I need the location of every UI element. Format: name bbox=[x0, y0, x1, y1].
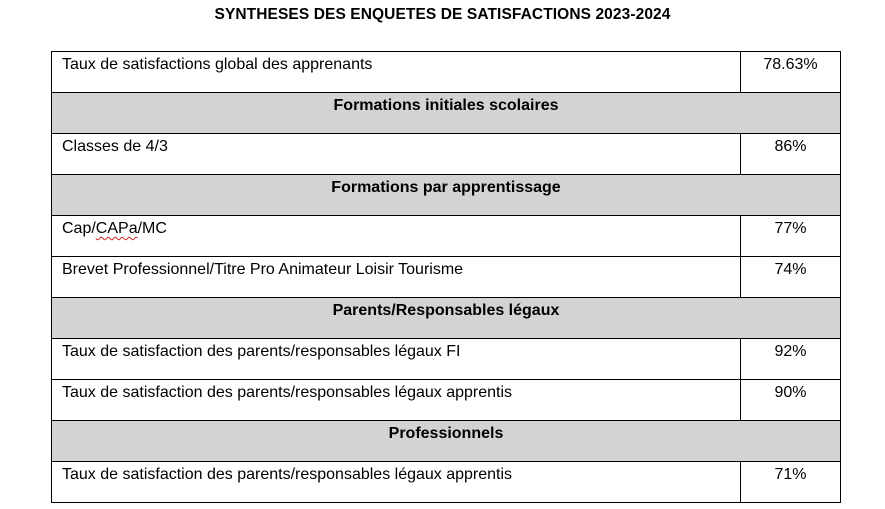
label-part: Cap/ bbox=[62, 220, 96, 237]
document-title: SYNTHESES DES ENQUETES DE SATISFACTIONS 2023-2024 bbox=[214, 6, 671, 23]
table-row-parents-apprentis bbox=[52, 380, 841, 421]
label-part: /MC bbox=[137, 220, 167, 237]
row-label: Taux de satisfaction des parents/responsables légaux apprentis bbox=[52, 380, 741, 421]
row-label: Taux de satisfactions global des apprenants bbox=[52, 52, 741, 93]
row-label: Brevet Professionnel/Titre Pro Animateur Loisir Tourisme bbox=[52, 257, 741, 298]
row-value: 74% bbox=[741, 257, 841, 298]
section-header-professionnels bbox=[52, 421, 841, 462]
section-header-parents bbox=[52, 298, 841, 339]
table-row-cap bbox=[52, 216, 841, 257]
section-label: Formations par apprentissage bbox=[52, 175, 841, 216]
section-label: Professionnels bbox=[52, 421, 841, 462]
row-label bbox=[52, 216, 741, 257]
section-label: Formations initiales scolaires bbox=[52, 93, 841, 134]
row-value: 71% bbox=[741, 462, 841, 503]
table-row-global bbox=[52, 52, 841, 93]
section-header-formations-initiales bbox=[52, 93, 841, 134]
table-row-brevet bbox=[52, 257, 841, 298]
table-row-parents-fi bbox=[52, 339, 841, 380]
table-row-classes bbox=[52, 134, 841, 175]
satisfaction-table bbox=[51, 51, 841, 503]
row-label: Classes de 4/3 bbox=[52, 134, 741, 175]
spellcheck-word[interactable]: CAPa bbox=[95, 220, 138, 237]
section-label: Parents/Responsables légaux bbox=[52, 298, 841, 339]
row-value: 77% bbox=[741, 216, 841, 257]
table-row-professionnels bbox=[52, 462, 841, 503]
row-value: 92% bbox=[741, 339, 841, 380]
row-value: 86% bbox=[741, 134, 841, 175]
section-header-apprentissage bbox=[52, 175, 841, 216]
row-label: Taux de satisfaction des parents/responsables légaux FI bbox=[52, 339, 741, 380]
row-value: 90% bbox=[741, 380, 841, 421]
row-label: Taux de satisfaction des parents/responsables légaux apprentis bbox=[52, 462, 741, 503]
row-value: 78.63% bbox=[741, 52, 841, 93]
